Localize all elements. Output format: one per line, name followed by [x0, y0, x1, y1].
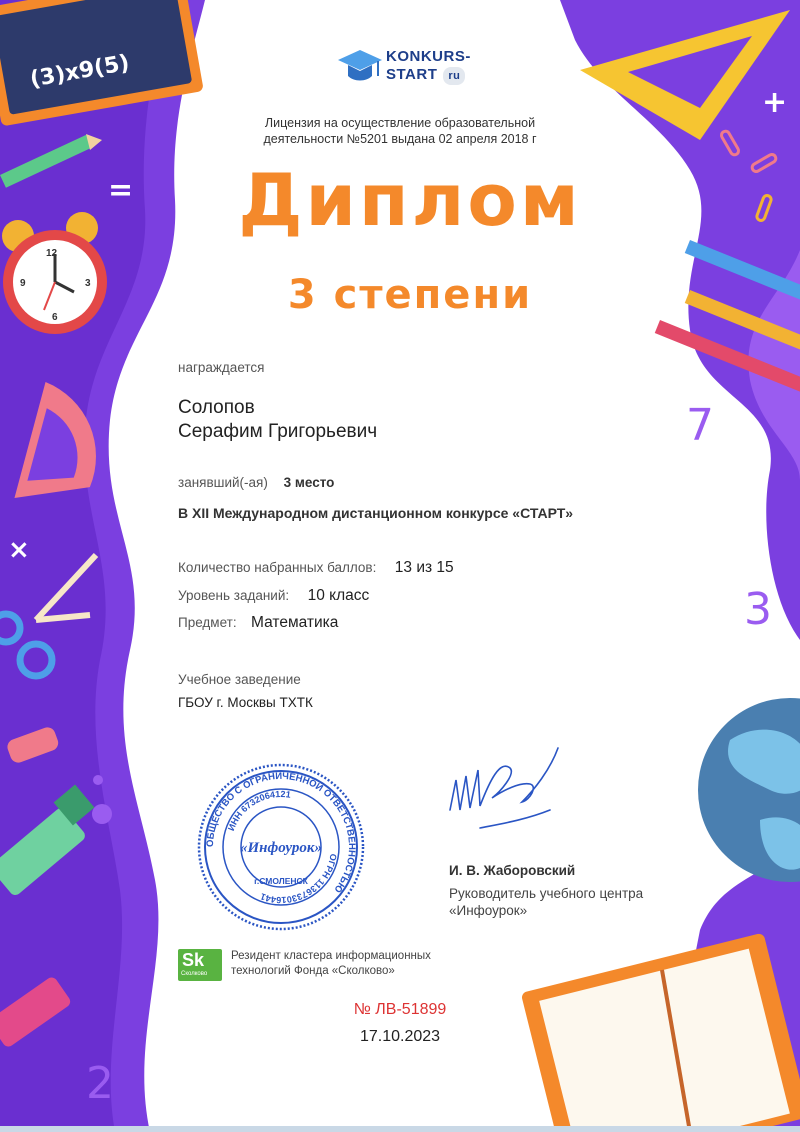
license-line-1: Лицензия на осуществление образовательной	[264, 116, 536, 130]
recipient-name	[178, 396, 377, 444]
score-label: Количество набранных баллов:	[178, 560, 377, 575]
signer-role-line-2: «Инфоурок»	[449, 903, 528, 918]
diploma-title: Диплом	[238, 158, 582, 242]
level-label: Уровень заданий:	[178, 588, 290, 603]
license-line-2: деятельности №5201 выдана 02 апреля 2018 г	[263, 132, 537, 146]
school-value: ГБОУ г. Москвы ТХТК	[178, 695, 313, 710]
number-three: 3	[744, 584, 772, 635]
konkurs-start-logo	[386, 48, 471, 85]
recipient-surname: Солопов	[178, 397, 255, 418]
graduation-cap-icon	[338, 46, 382, 86]
clock-number-3: 3	[85, 278, 91, 289]
organization-stamp	[196, 762, 366, 932]
skolkovo-logo	[178, 949, 222, 981]
contest-name: В XII Международном дистанционном конкурсе «СТАРТ»	[178, 505, 574, 521]
license-text	[230, 115, 570, 147]
stamp-ogrn: ОГРН 1136733016441	[259, 852, 339, 906]
globe-illustration	[698, 698, 800, 882]
score-row	[178, 559, 454, 577]
skolkovo-line-2: технологий Фонда «Сколково»	[231, 965, 395, 977]
document-number: № ЛВ-51899	[353, 1001, 447, 1018]
notebook-illustration	[521, 933, 800, 1132]
stamp-outer-text: ОБЩЕСТВО С ОГРАНИЧЕННОЙ ОТВЕТСТВЕННОСТЬЮ	[204, 770, 358, 895]
clock-number-6: 6	[52, 312, 58, 323]
logo-line-1: KONKURS-	[386, 48, 471, 65]
skolkovo-logo-text: Sk	[182, 950, 205, 970]
signature-image	[440, 740, 570, 850]
skolkovo-text	[231, 949, 431, 979]
chalkboard-text: (3)x9(5)	[28, 50, 132, 93]
subject-row	[178, 614, 338, 632]
bottom-strip	[0, 1126, 800, 1132]
skolkovo-logo-small: Сколково	[181, 971, 208, 977]
logo-line-2	[386, 66, 471, 85]
purple-dot-small	[93, 775, 103, 785]
place-label: занявший(-ая)	[178, 475, 268, 490]
level-value: 10 класс	[307, 587, 370, 604]
clock-number-9: 9	[20, 278, 26, 289]
subject-label: Предмет:	[178, 615, 237, 630]
times-symbol: ×	[8, 535, 30, 565]
place-row	[178, 475, 334, 490]
equals-symbol: =	[108, 173, 134, 208]
clock-number-12: 12	[46, 248, 58, 259]
recipient-given-names: Серафим Григорьевич	[178, 421, 378, 442]
place-value: 3 место	[283, 475, 335, 490]
stamp-city: г.СМОЛЕНСК	[254, 876, 308, 886]
issue-date: 17.10.2023	[359, 1028, 441, 1045]
number-seven: 7	[686, 400, 714, 451]
signer-role	[449, 885, 643, 919]
signer-name: И. В. Жаборовский	[449, 863, 576, 878]
school-label: Учебное заведение	[178, 672, 301, 687]
level-row	[178, 587, 369, 605]
stamp-inn: ИНН 6732064121	[225, 788, 292, 833]
awarded-label: награждается	[178, 360, 265, 375]
logo-suffix: ru	[443, 67, 465, 85]
subject-value: Математика	[251, 614, 339, 631]
skolkovo-line-1: Резидент кластера информационных	[231, 950, 431, 962]
score-value: 13 из 15	[394, 559, 454, 576]
logo-start: START	[386, 66, 438, 83]
plus-symbol: +	[762, 85, 788, 120]
signer-role-line-1: Руководитель учебного центра	[449, 886, 644, 901]
purple-dot	[92, 804, 112, 824]
stamp-center: «Инфоурок»	[240, 840, 322, 856]
diploma-degree: 3 степени	[287, 272, 533, 318]
number-two: 2	[86, 1058, 114, 1109]
